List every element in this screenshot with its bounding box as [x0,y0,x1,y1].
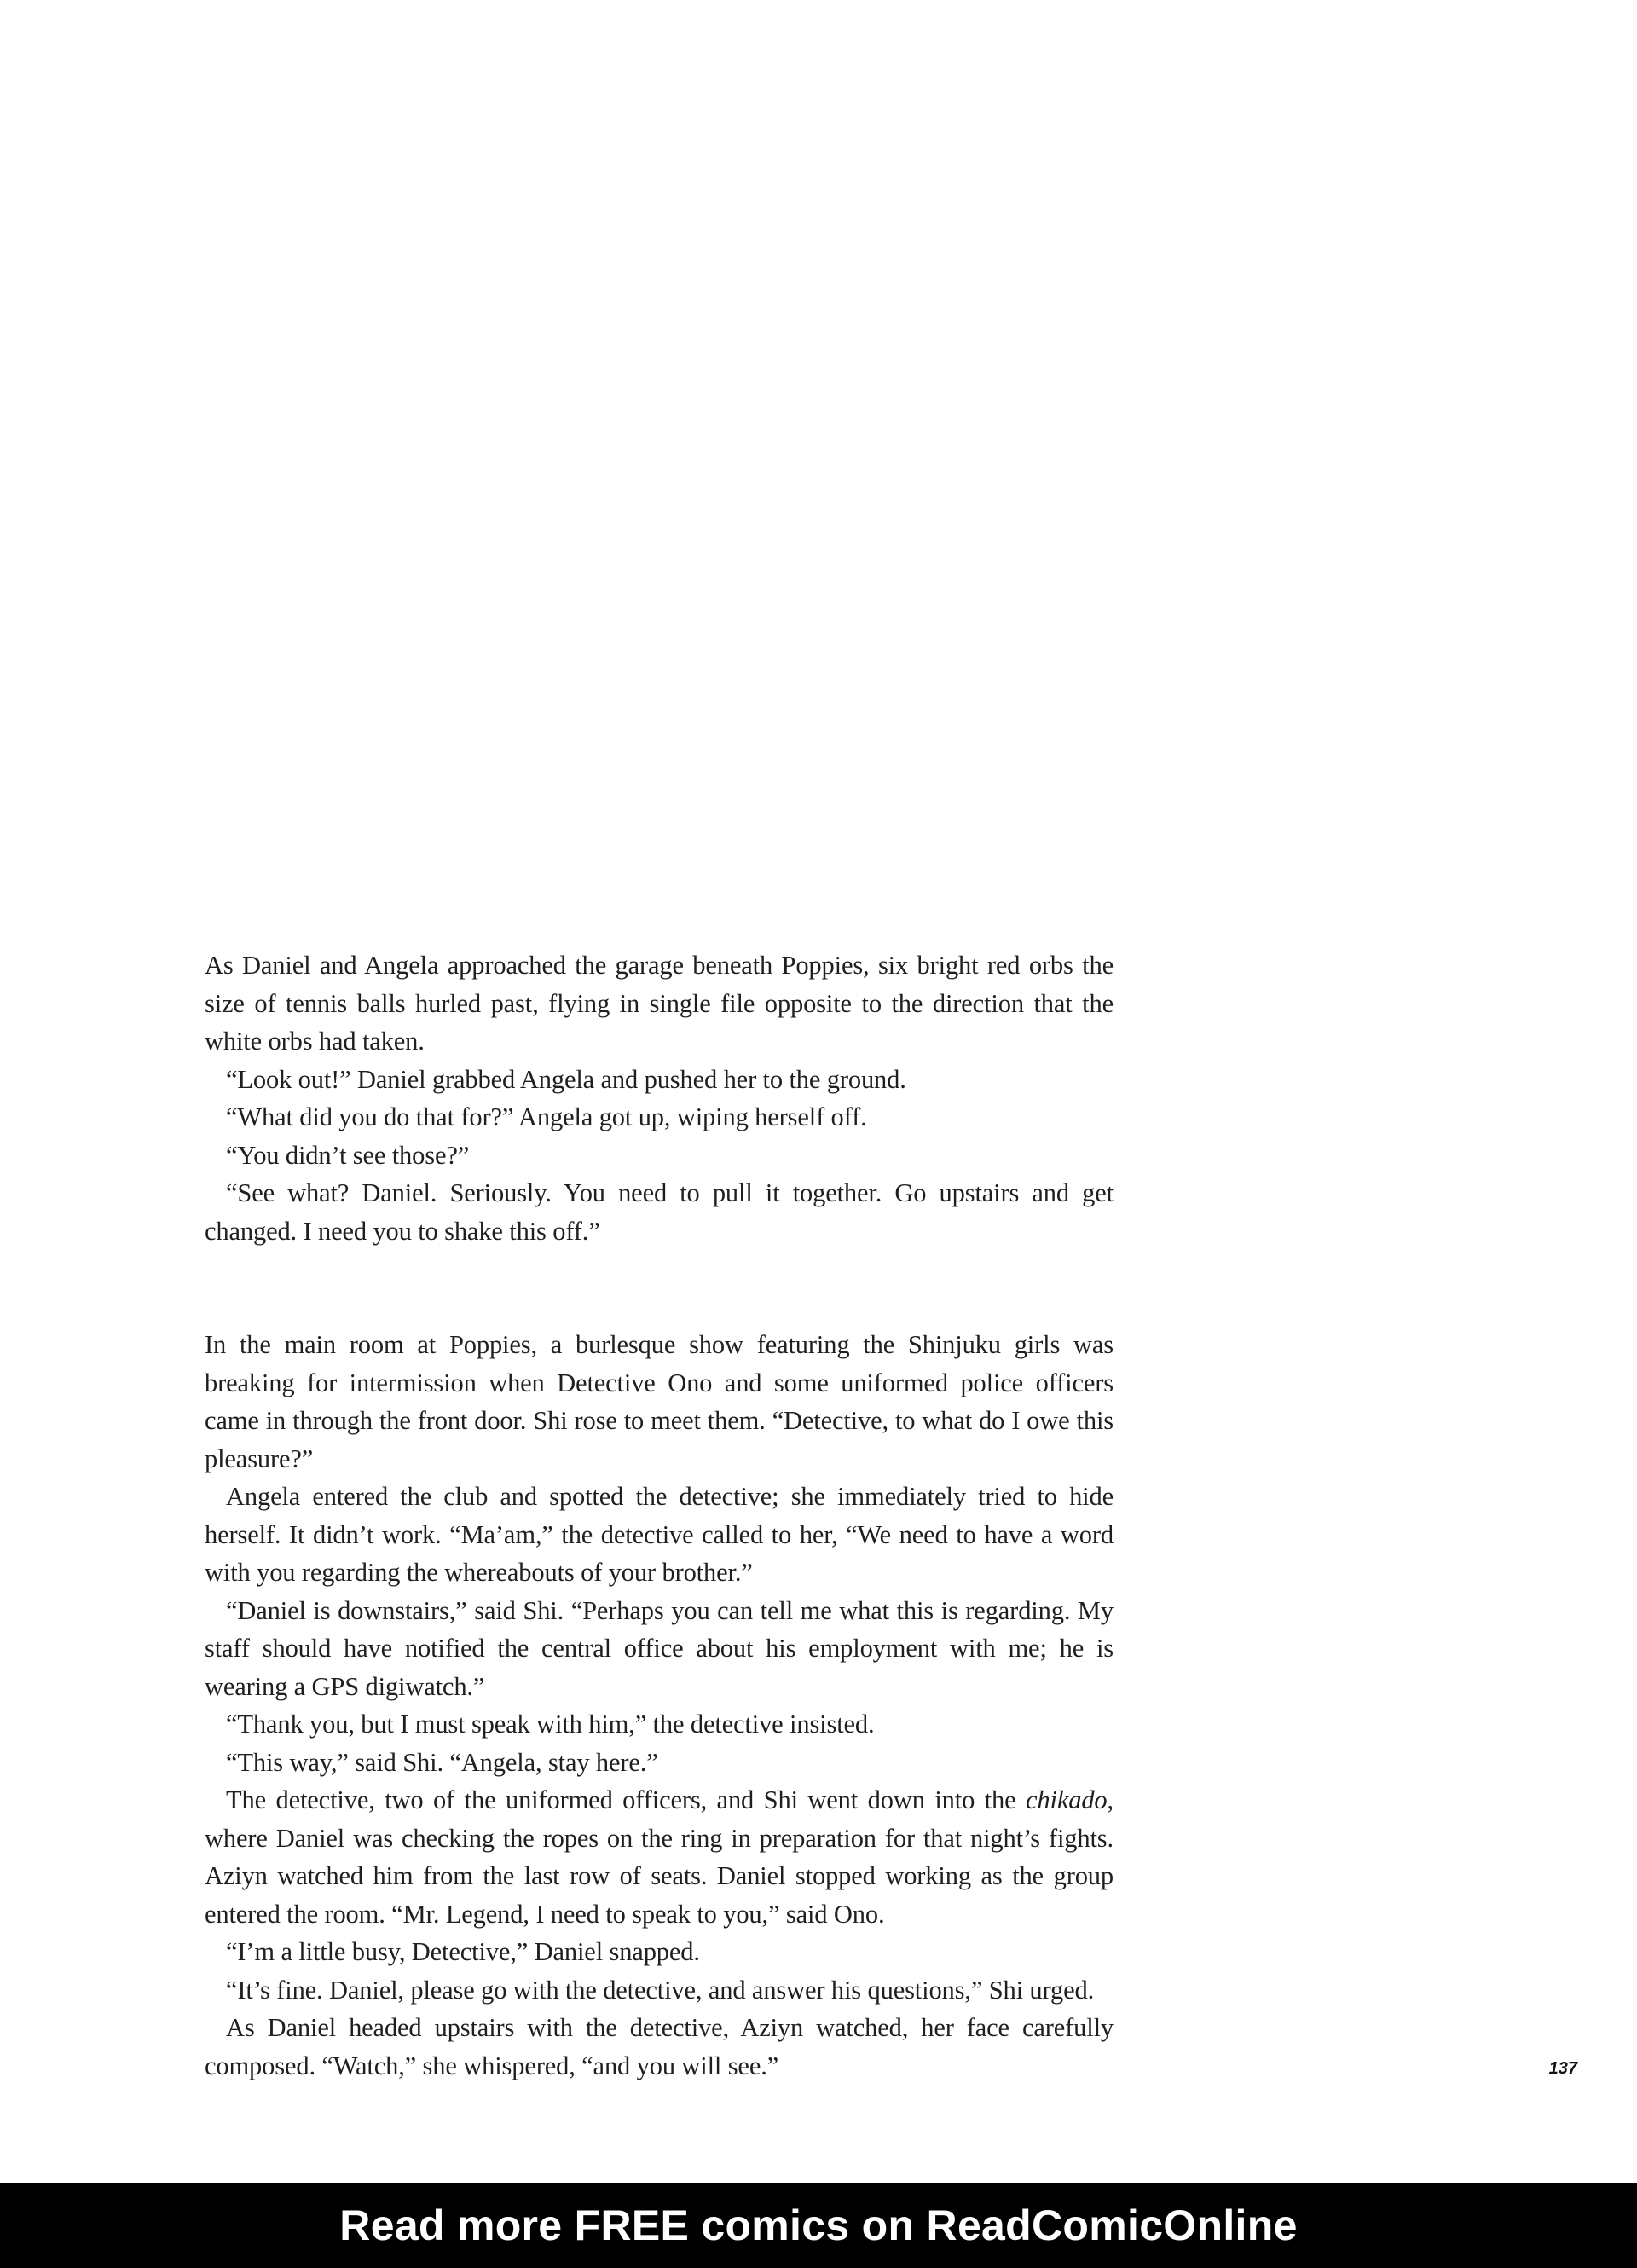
paragraph: “Thank you, but I must speak with him,” the detective insisted. [226,1710,875,1739]
paragraph: “It’s fine. Daniel, please go with the detective, and answer his questions,” Shi urged. [226,1975,1095,2005]
paragraph [205,1781,1114,1933]
section-one-text [205,946,1114,1250]
paragraph: In the main room at Poppies, a burlesque show featuring the Shinjuku girls was breaking for intermission when Detective Ono and some uniformed police officers came in through the front door. Shi rose to meet them. “Detective, to what do I owe this pleasure?” [205,1330,1114,1473]
paragraph: As Daniel headed upstairs with the detective, Aziyn watched, her face carefully composed. “Watch,” she whispered, “and you will see.” [205,2013,1114,2080]
promo-banner-text[interactable]: Read more FREE comics on ReadComicOnline [339,2201,1298,2249]
paragraph: “Look out!” Daniel grabbed Angela and pushed her to the ground. [226,1064,906,1094]
paragraph: “Daniel is downstairs,” said Shi. “Perhaps you can tell me what this is regarding. My staff should have notified the central office about his employment with me; he is wearing a GPS digiwatch.” [205,1595,1114,1701]
paragraph-text: , where Daniel was checking the ropes on the ring in preparation for that night’s fights. Aziyn watched him from the last row of seats. Daniel stopped working as the group entered the room. “Mr. Legend, I need to speak to you,” said Ono. [205,1785,1114,1929]
page-number: 137 [1548,2059,1577,2078]
paragraph: “I’m a little busy, Detective,” Daniel snapped. [226,1937,700,1966]
section-two-text [205,1326,1114,2085]
promo-banner[interactable] [0,2183,1637,2268]
paragraph: As Daniel and Angela approached the garage beneath Poppies, six bright red orbs the size of tennis balls hurled past, flying in single file opposite to the direction that the white orbs had taken. [205,951,1114,1056]
paragraph: “This way,” said Shi. “Angela, stay here.” [226,1747,658,1777]
paragraph: “See what? Daniel. Seriously. You need to pull it together. Go upstairs and get changed. I need you to shake this off.” [205,1178,1114,1246]
paragraph: “What did you do that for?” Angela got up, wiping herself off. [226,1102,867,1131]
paragraph-text: The detective, two of the uniformed officers, and Shi went down into the [226,1785,1027,1814]
paragraph: “You didn’t see those?” [226,1140,470,1170]
emphasized-word: chikado [1026,1785,1108,1814]
paragraph: Angela entered the club and spotted the detective; she immediately tried to hide herself. It didn’t work. “Ma’am,” the detective called to her, “We need to have a word with you regarding the whereabouts of your brother.” [205,1482,1114,1587]
